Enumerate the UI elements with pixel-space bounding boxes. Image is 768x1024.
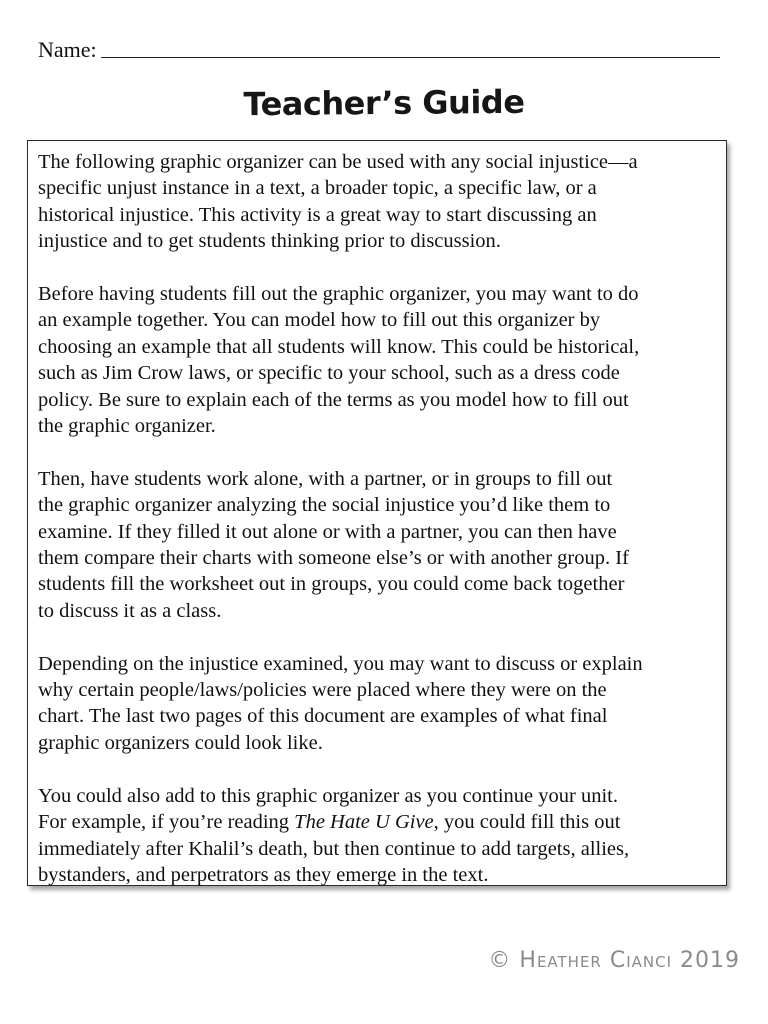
text-line: specific unjust instance in a text, a broader topic, a specific law, or a	[38, 177, 597, 200]
text-line: them compare their charts with someone else’s or with another group. If	[38, 547, 629, 570]
text-line: injustice and to get students thinking prior to discussion.	[38, 230, 501, 253]
name-field-row	[38, 33, 720, 63]
text-line: graphic organizers could look like.	[38, 731, 323, 754]
text-line: immediately after Khalil’s death, but then continue to add targets, allies,	[38, 837, 630, 860]
text-line: choosing an example that all students will know. This could be historical,	[38, 335, 640, 358]
book-title: The Hate U Give	[294, 811, 434, 834]
text-line: chart. The last two pages of this document are examples of what final	[38, 705, 608, 728]
text-line: Depending on the injustice examined, you may want to discuss or explain	[38, 652, 643, 675]
text-line: the graphic organizer.	[38, 415, 216, 438]
paragraph-extension	[38, 783, 726, 889]
copyright-notice: © Heather Cianci 2019	[488, 948, 740, 973]
text-line: bystanders, and perpetrators as they emerge in the text.	[38, 863, 489, 886]
text-segment: For example, if you’re reading	[38, 811, 295, 834]
text-line: The following graphic organizer can be used with any social injustice—a	[38, 151, 638, 173]
page-title: Teacher’s Guide	[243, 82, 525, 124]
name-label: Name:	[38, 37, 97, 62]
text-segment: , you could fill this out	[433, 811, 621, 834]
text-line	[38, 809, 726, 835]
name-blank-line[interactable]	[101, 56, 720, 58]
text-line: to discuss it as a class.	[38, 599, 222, 622]
text-line: Before having students fill out the graphic organizer, you may want to do	[38, 283, 639, 306]
text-line: such as Jim Crow laws, or specific to your school, such as a dress code	[38, 362, 620, 385]
text-line: the graphic organizer analyzing the social injustice you’d like them to	[38, 494, 611, 517]
text-line: why certain people/laws/policies were placed where they were on the	[38, 679, 607, 702]
paragraph-intro	[38, 149, 726, 255]
instructions-box	[27, 140, 727, 886]
text-line: You could also add to this graphic organizer as you continue your unit.	[38, 784, 618, 807]
text-line: an example together. You can model how to fill out this organizer by	[38, 309, 601, 332]
paragraph-groups	[38, 466, 726, 624]
text-line: students fill the worksheet out in groups, you could come back together	[38, 573, 625, 596]
text-line: Then, have students work alone, with a partner, or in groups to fill out	[38, 467, 613, 490]
text-line: examine. If they filled it out alone or with a partner, you can then have	[38, 520, 617, 543]
text-line: policy. Be sure to explain each of the terms as you model how to fill out	[38, 388, 629, 411]
paragraph-discussion	[38, 651, 726, 757]
text-line: historical injustice. This activity is a great way to start discussing an	[38, 203, 597, 226]
paragraph-example	[38, 281, 726, 439]
